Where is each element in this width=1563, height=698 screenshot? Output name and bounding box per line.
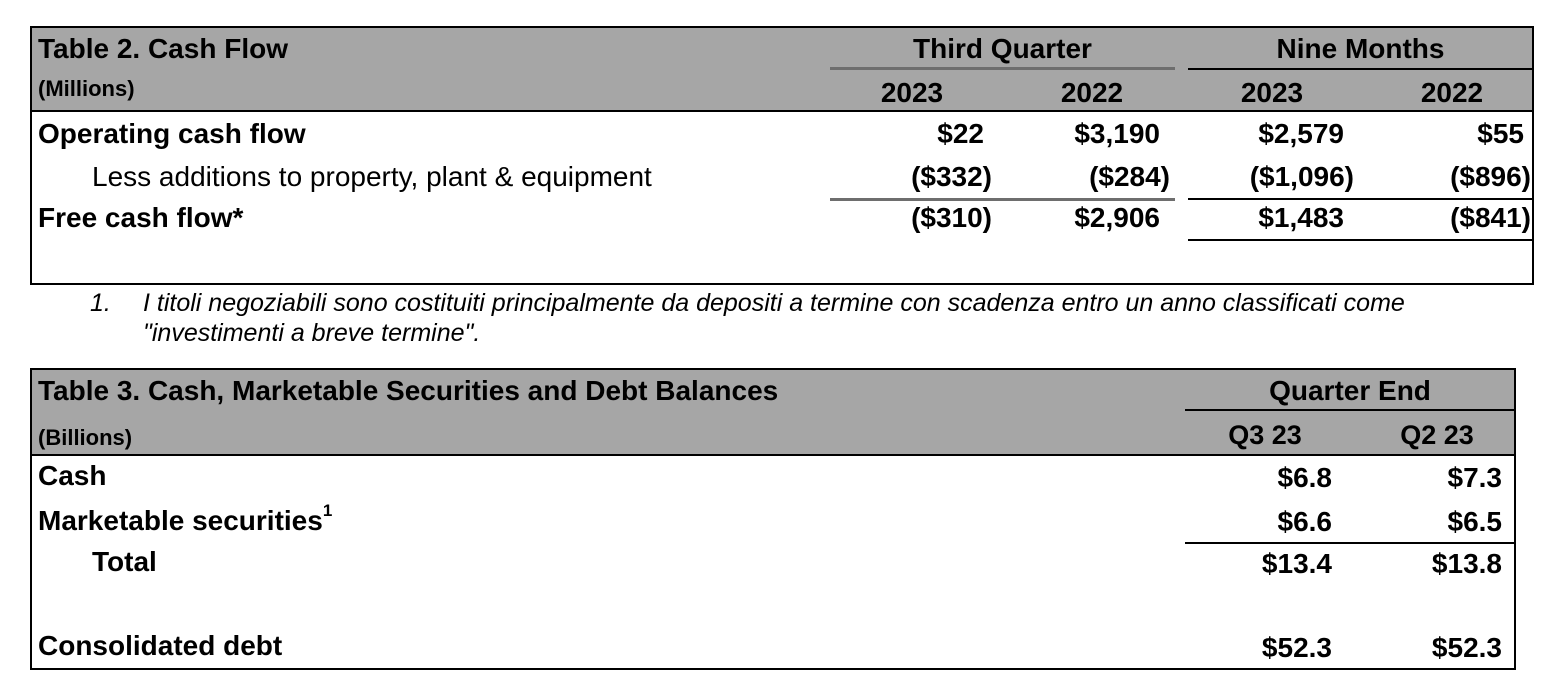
- footnote-text-line-1: I titoli negoziabili sono costituiti principalmente da depositi a termine con scadenza entro un anno classificati come: [143, 289, 1405, 317]
- row-label: Cash: [38, 460, 107, 491]
- footnote-reference: 1: [322, 501, 333, 520]
- column-header-q3-23: Q3 23: [1228, 420, 1302, 450]
- cell-value: $1,483: [1258, 202, 1344, 233]
- row-label: Free cash flow*: [38, 202, 244, 233]
- group-header-third-quarter: Third Quarter: [913, 33, 1092, 64]
- cell-value: $6.8: [1277, 462, 1332, 493]
- quarter-end-group-rule: [1185, 409, 1515, 411]
- year-header: 2023: [1240, 77, 1304, 108]
- cell-value: $6.6: [1277, 506, 1332, 537]
- cell-value: $13.8: [1431, 548, 1502, 579]
- table-2-header-bottom-rule: [30, 110, 1534, 112]
- cell-value: $2,579: [1258, 118, 1344, 149]
- third-quarter-group-rule: [830, 67, 1175, 70]
- table-2-title: Table 2. Cash Flow: [38, 33, 288, 64]
- table-3-header-bottom-rule: [30, 454, 1516, 456]
- subtotal-rule-quarter-end: [1185, 542, 1515, 544]
- footnote-number: 1.: [90, 289, 111, 317]
- year-header: 2023: [880, 77, 944, 108]
- cell-value: $6.5: [1447, 506, 1502, 537]
- subtotal-rule-nine-months: [1188, 198, 1533, 200]
- cell-value: ($841): [1450, 202, 1531, 233]
- cell-value: ($1,096): [1249, 161, 1354, 192]
- cell-value: $55: [1477, 118, 1524, 149]
- cell-value: $2,906: [1074, 202, 1160, 233]
- table-3-title: Table 3. Cash, Marketable Securities and Debt Balances: [38, 375, 779, 406]
- cell-value: $13.4: [1261, 548, 1332, 579]
- cell-value: $52.3: [1431, 632, 1502, 663]
- group-header-quarter-end: Quarter End: [1269, 375, 1431, 406]
- year-header: 2022: [1420, 77, 1484, 108]
- year-header: 2022: [1060, 77, 1124, 108]
- cell-value: ($332): [911, 161, 992, 192]
- row-label: Consolidated debt: [38, 630, 283, 661]
- cell-value: ($284): [1089, 161, 1170, 192]
- column-header-q2-23: Q2 23: [1400, 420, 1474, 450]
- footnote-text-line-2: "investimenti a breve termine".: [143, 319, 481, 347]
- cell-value: ($310): [911, 202, 992, 233]
- group-header-nine-months: Nine Months: [1276, 33, 1445, 64]
- table-2-unit: (Millions): [38, 76, 135, 101]
- cell-value: $22: [937, 118, 984, 149]
- total-rule-nine-months: [1188, 239, 1533, 241]
- row-label: Operating cash flow: [38, 118, 306, 149]
- row-label: Total: [92, 546, 157, 577]
- row-label-with-footnote: [38, 501, 333, 538]
- nine-months-group-rule: [1188, 68, 1533, 70]
- cell-value: ($896): [1450, 161, 1531, 192]
- cell-value: $52.3: [1261, 632, 1332, 663]
- row-label: Less additions to property, plant & equipment: [92, 161, 652, 192]
- table-3-unit: (Billions): [38, 425, 133, 450]
- cell-value: $7.3: [1447, 462, 1502, 493]
- cell-value: $3,190: [1074, 118, 1160, 149]
- row-label: Marketable securities: [38, 505, 323, 536]
